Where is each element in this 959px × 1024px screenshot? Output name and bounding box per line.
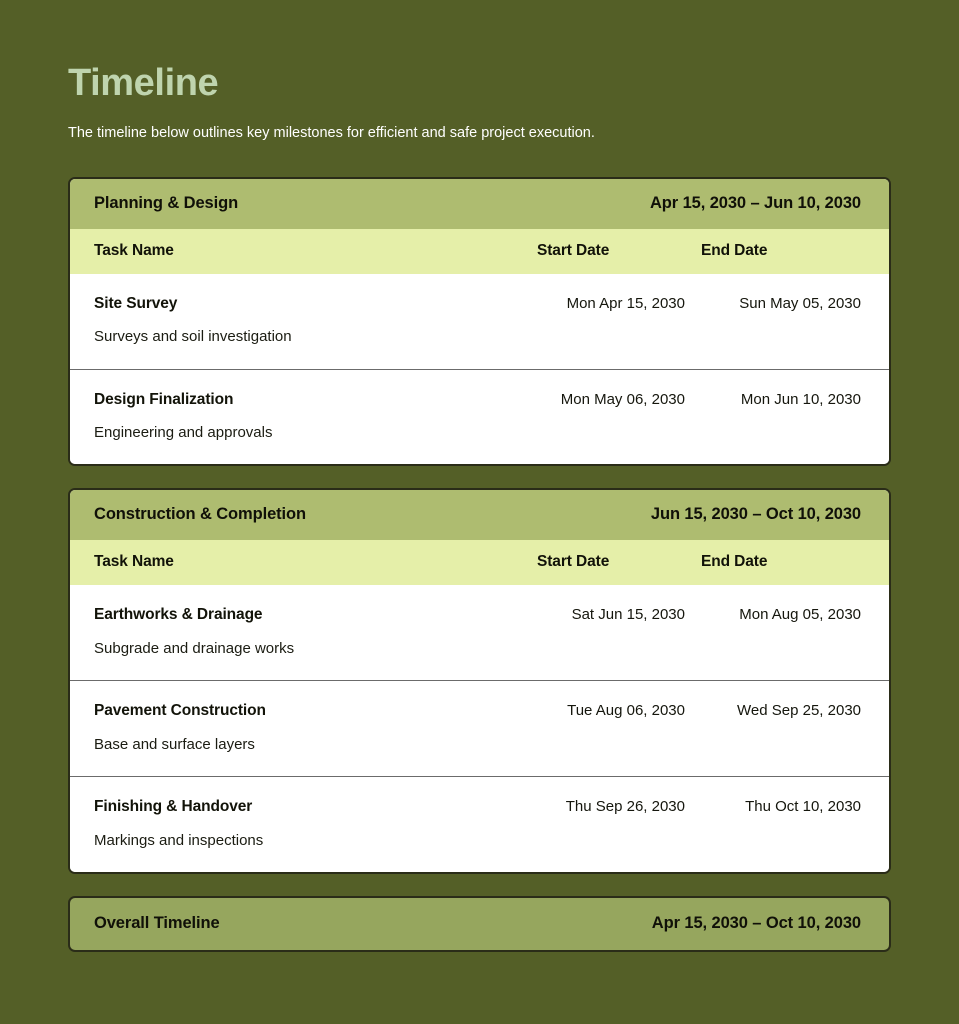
- overall-timeline-bar: [68, 896, 891, 952]
- column-header-row: [70, 540, 889, 585]
- timeline-sections: [0, 144, 959, 952]
- section-header: [70, 179, 889, 229]
- column-header-task-name: Task Name: [94, 553, 174, 571]
- task-description: Engineering and approvals: [94, 423, 273, 441]
- task-end-date: Thu Oct 10, 2030: [745, 798, 861, 816]
- section-date-range: Jun 15, 2030 – Oct 10, 2030: [650, 505, 861, 524]
- section-title: Construction & Completion: [94, 505, 306, 524]
- task-end-date: Mon Jun 10, 2030: [740, 390, 861, 408]
- task-start-date: Mon May 06, 2030: [560, 390, 685, 408]
- task-info: [94, 390, 537, 443]
- section-header: [70, 490, 889, 540]
- task-info: [94, 701, 537, 754]
- page-header: [0, 0, 959, 144]
- task-start-date: Mon Apr 15, 2030: [566, 294, 685, 312]
- task-description: Subgrade and drainage works: [94, 639, 295, 657]
- task-description: Surveys and soil investigation: [94, 328, 292, 346]
- task-description: Markings and inspections: [94, 831, 264, 849]
- task-name: Pavement Construction: [94, 702, 266, 720]
- column-header-start-date: Start Date: [537, 241, 610, 259]
- section-title: Planning & Design: [94, 193, 239, 212]
- task-name: Site Survey: [94, 294, 178, 312]
- page-title: Timeline: [68, 62, 219, 104]
- task-name: Earthworks & Drainage: [94, 606, 263, 624]
- overall-timeline-range: Apr 15, 2030 – Oct 10, 2030: [651, 914, 861, 933]
- task-name: Design Finalization: [94, 390, 234, 408]
- section-card: [68, 488, 891, 874]
- column-header-row: [70, 229, 889, 274]
- page-subtitle: The timeline below outlines key milestones for efficient and safe project execution.: [68, 124, 595, 141]
- table-row: [70, 369, 889, 465]
- task-start-date: Thu Sep 26, 2030: [565, 798, 685, 816]
- task-end-date: Wed Sep 25, 2030: [737, 702, 861, 720]
- section-date-range: Apr 15, 2030 – Jun 10, 2030: [649, 193, 861, 212]
- column-header-task-name: Task Name: [94, 241, 174, 259]
- task-info: [94, 797, 537, 850]
- task-end-date: Mon Aug 05, 2030: [739, 606, 861, 624]
- column-header-end-date: End Date: [701, 553, 768, 571]
- column-header-start-date: Start Date: [537, 553, 610, 571]
- task-end-date: Sun May 05, 2030: [739, 294, 861, 312]
- task-name: Finishing & Handover: [94, 798, 253, 816]
- task-start-date: Tue Aug 06, 2030: [567, 702, 685, 720]
- table-row: [70, 776, 889, 872]
- column-header-end-date: End Date: [701, 241, 768, 259]
- task-info: [94, 605, 537, 658]
- overall-timeline-label: Overall Timeline: [94, 914, 220, 933]
- section-card: [68, 177, 891, 467]
- table-row: [70, 680, 889, 776]
- task-description: Base and surface layers: [94, 735, 255, 753]
- task-info: [94, 294, 537, 347]
- table-row: [70, 274, 889, 369]
- table-row: [70, 585, 889, 680]
- task-start-date: Sat Jun 15, 2030: [571, 606, 685, 624]
